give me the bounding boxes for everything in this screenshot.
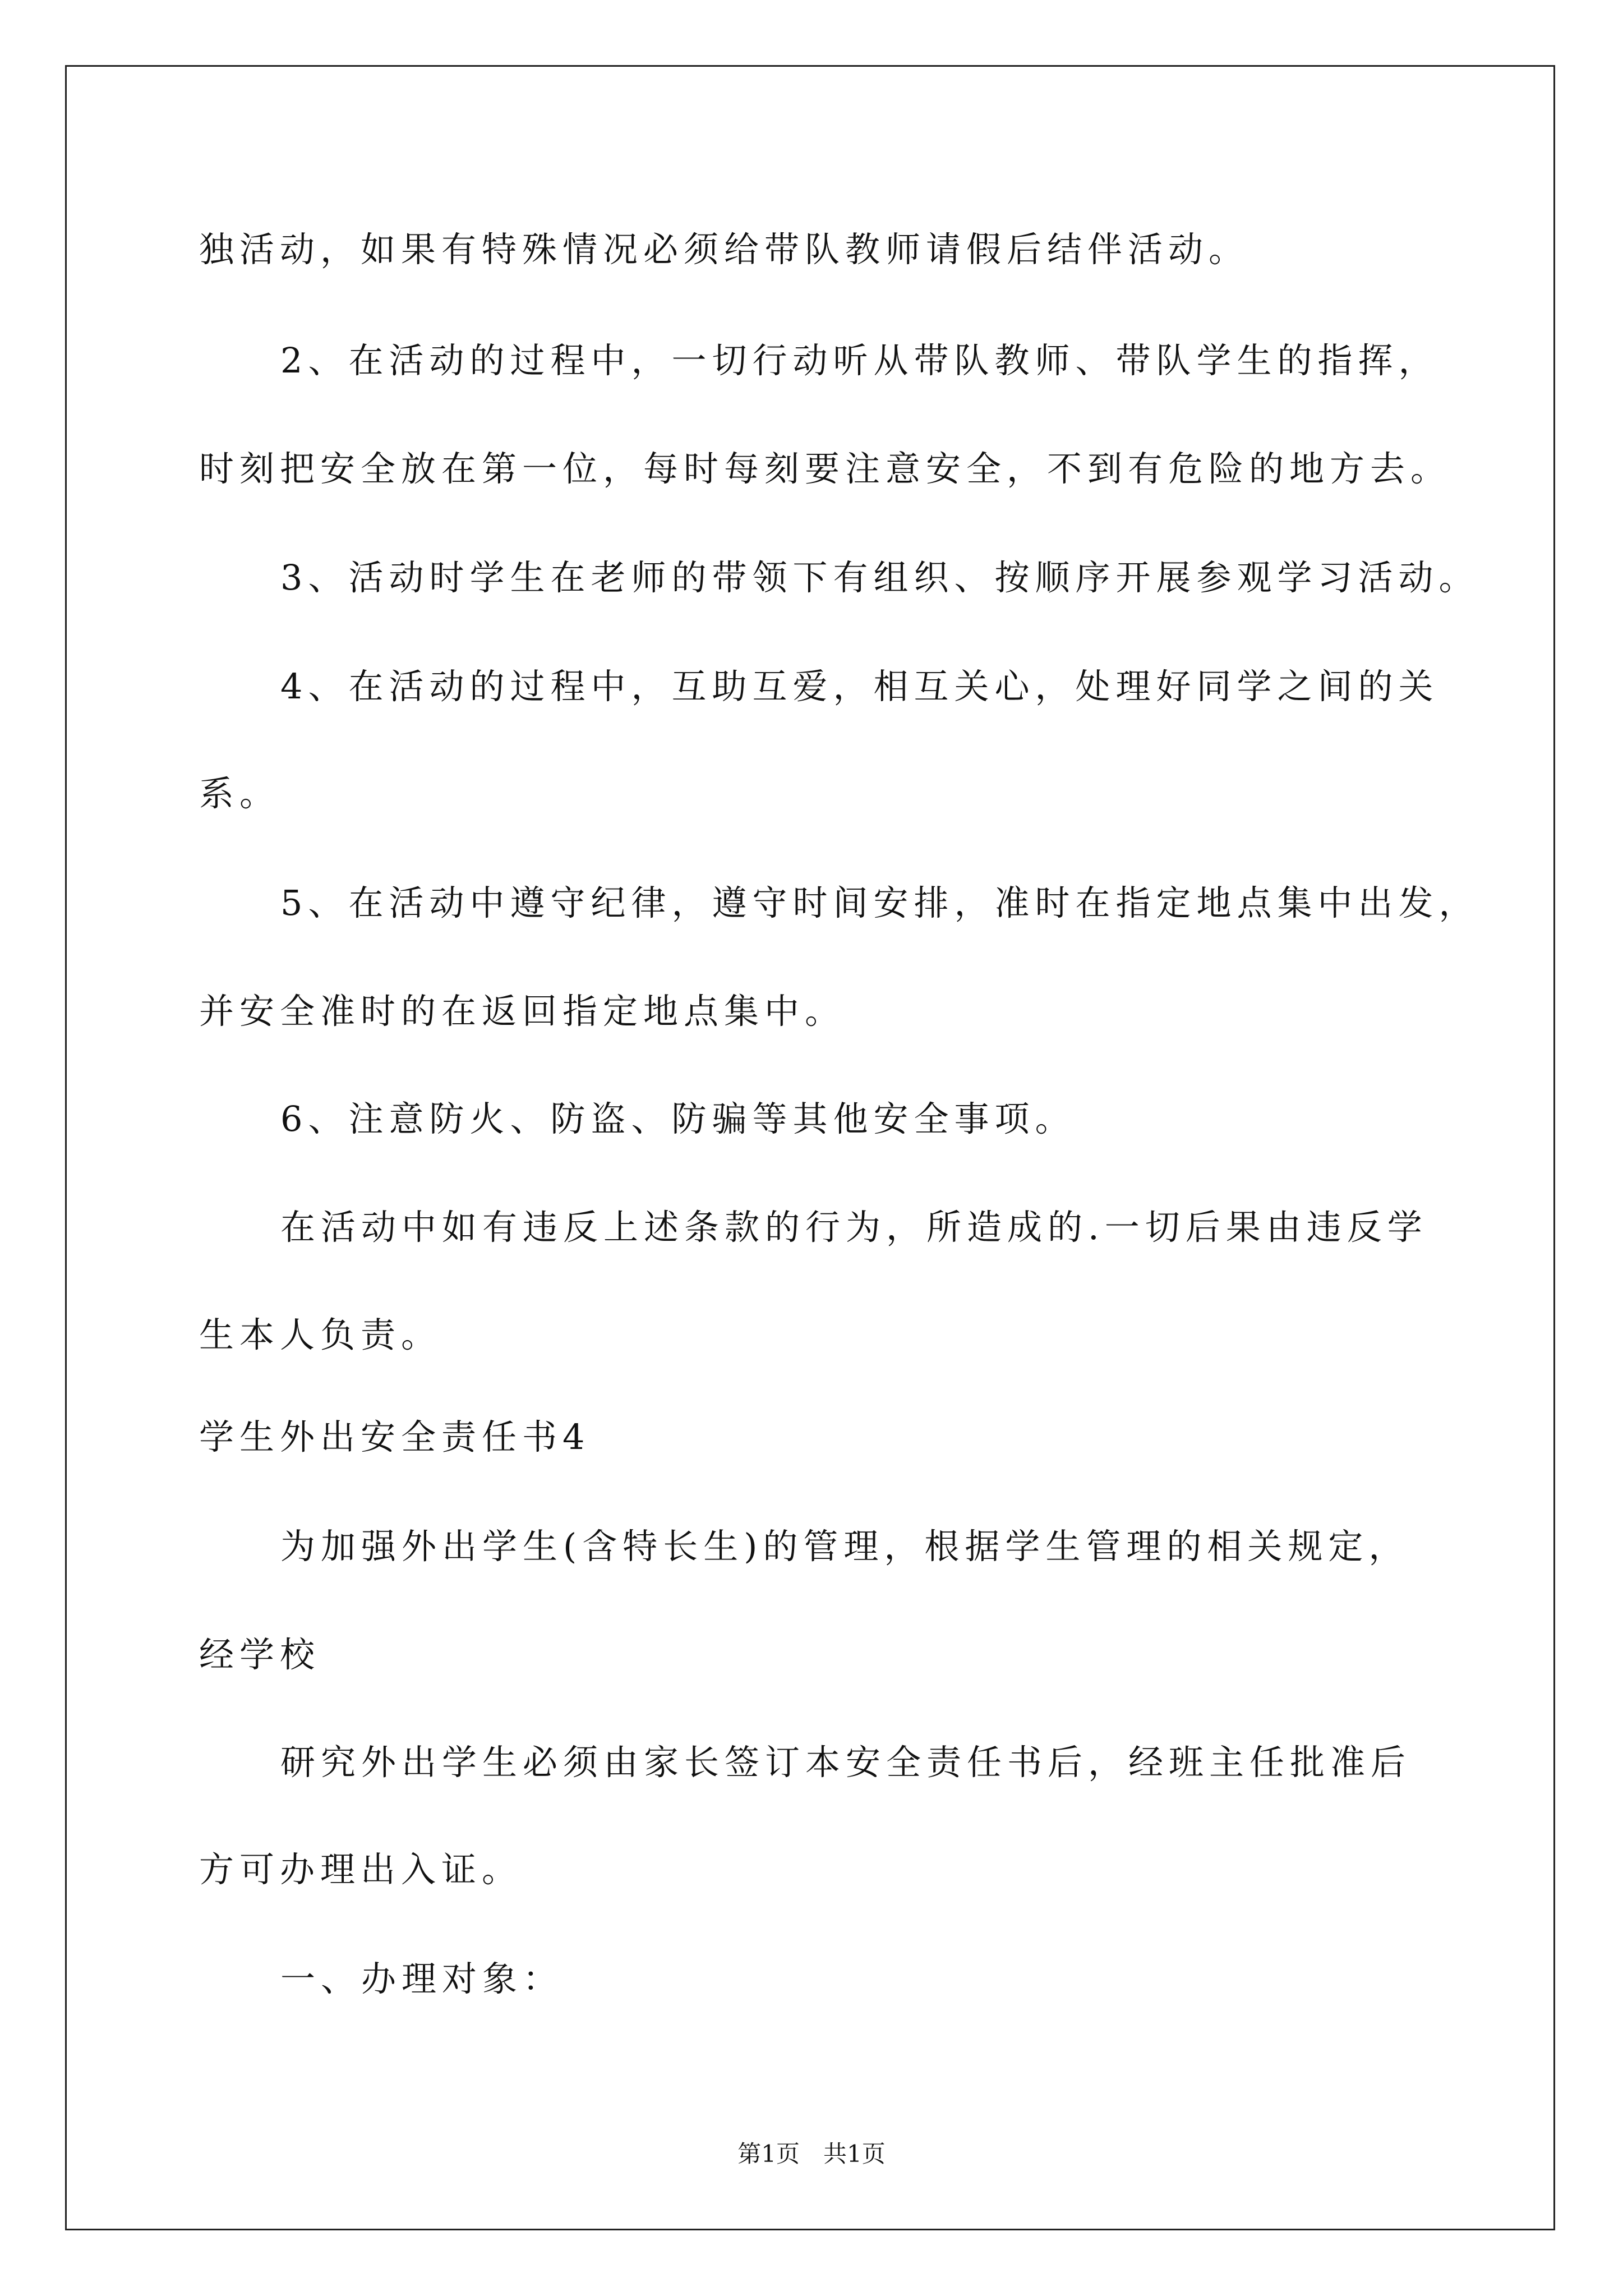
paragraph-line: 2、在活动的过程中，一切行动听从带队教师、带队学生的指挥， [280, 340, 1439, 381]
paragraph-line: 方可办理出入证。 [199, 1849, 523, 1890]
page-border [65, 65, 1555, 2230]
paragraph-line: 6、注意防火、防盗、防骗等其他安全事项。 [280, 1098, 1076, 1139]
paragraph-line: 在活动中如有违反上述条款的行为，所造成的.一切后果由违反学 [280, 1207, 1428, 1248]
paragraph-line: 一、办理对象： [280, 1958, 564, 1999]
paragraph-line: 研究外出学生必须由家长签订本安全责任书后，经班主任批准后 [280, 1742, 1412, 1783]
paragraph-line: 经学校 [199, 1634, 321, 1675]
paragraph-line: 生本人负责。 [199, 1314, 442, 1355]
paragraph-line: 时刻把安全放在第一位，每时每刻要注意安全，不到有危险的地方去。 [199, 448, 1451, 489]
section-heading: 学生外出安全责任书4 [199, 1416, 591, 1457]
paragraph-line: 5、在活动中遵守纪律，遵守时间安排，准时在指定地点集中出发， [280, 882, 1479, 923]
paragraph-line: 3、活动时学生在老师的带领下有组织、按顺序开展参观学习活动。 [280, 557, 1479, 598]
paragraph-line: 并安全准时的在返回指定地点集中。 [199, 991, 846, 1032]
page-number-footer: 第1页 共1页 [737, 2140, 886, 2168]
paragraph-line: 系。 [199, 773, 280, 814]
paragraph-line: 4、在活动的过程中，互助互爱，相互关心，处理好同学之间的关 [280, 666, 1439, 707]
paragraph-line: 为加强外出学生(含特长生)的管理，根据学生管理的相关规定， [280, 1526, 1409, 1567]
paragraph-line: 独活动，如果有特殊情况必须给带队教师请假后结伴活动。 [199, 229, 1249, 270]
